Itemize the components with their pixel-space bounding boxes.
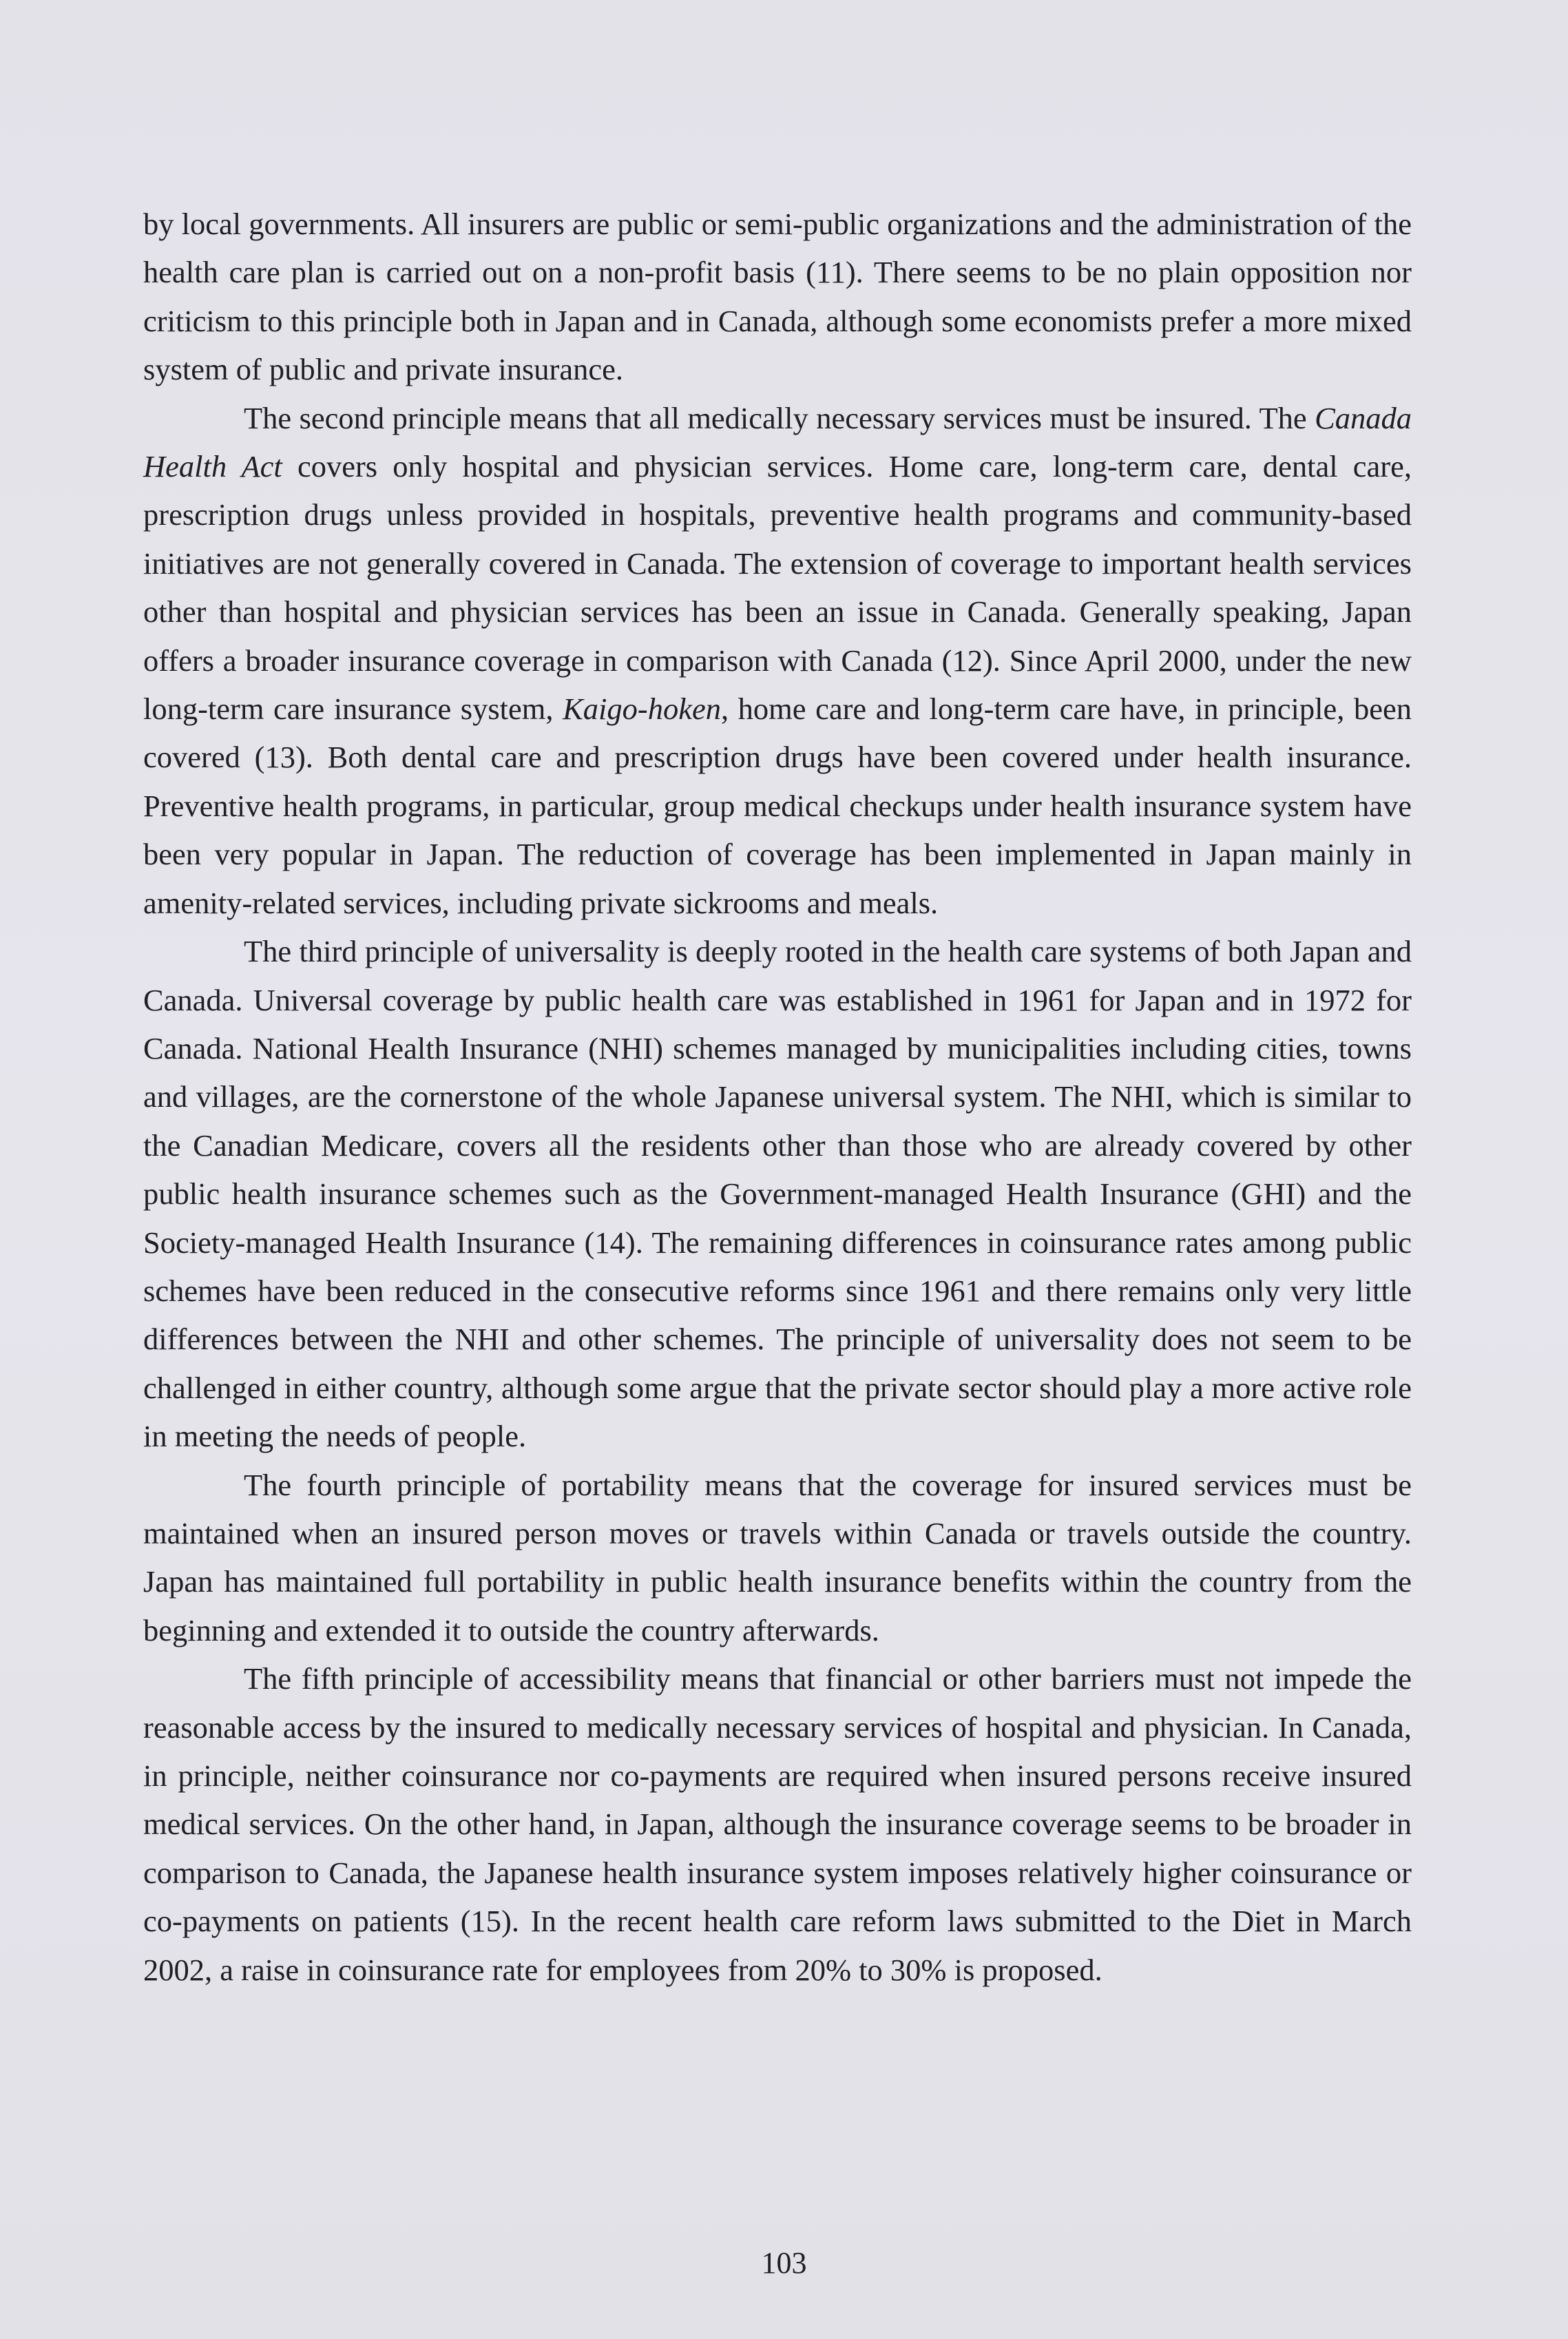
text-run: , home care and long-term care have, in principle, been covered (13). Both dental care and prescription drugs have been covered under health insurance. Preventive health programs, in particular, group medical checkups under health insurance system have been very popular in Japan. The reduction of coverage has been implemented in Japan mainly in amenity-related services, including private sickrooms and meals. [143,692,1412,920]
italic-text: Canada Health Act [143,400,1412,484]
text-run: The second principle means that all medically necessary services must be insured. The [244,400,1315,435]
paragraph-4 [143,1461,1412,1655]
paragraph-2 [143,394,1412,927]
text-run: covers only hospital and physician services. Home care, long-term care, dental care, prescription drugs unless provided in hospitals, preventive health programs and community-based initiatives are not generally covered in Canada. The extension of coverage to important health services other than hospital and physician services has been an issue in Canada. Generally speaking, Japan offers a broader insurance coverage in comparison with Canada (12). Since April 2000, under the new long-term care insurance system, [143,449,1412,727]
body-text [143,200,1412,1994]
italic-text: Kaigo-hoken [563,692,721,727]
paragraph-1 [143,200,1412,394]
text-run: The third principle of universality is deeply rooted in the health care systems of both Japan and Canada. Universal coverage by public health care was established in 1961 for Japan and in 1972 for Canada. National Health Insurance (NHI) schemes managed by municipalities including cities, towns and villages, are the cornerstone of the whole Japanese universal system. The NHI, which is similar to the Canadian Medicare, covers all the residents other than those who are already covered by other public health insurance schemes such as the Government-managed Health Insurance (GHI) and the Society-managed Health Insurance (14). The remaining differences in coinsurance rates among public schemes have been reduced in the consecutive reforms since 1961 and there remains only very little differences between the NHI and other schemes. The principle of universality does not seem to be challenged in either country, although some argue that the private sector should play a more active role in meeting the needs of people. [143,934,1412,1454]
text-run: by local governments. All insurers are public or semi-public organizations and the administration of the health care plan is carried out on a non-profit basis (11). There seems to be no plain opposition nor criticism to this principle both in Japan and in Canada, although some economists prefer a more mixed system of public and private insurance. [143,207,1412,387]
text-run: The fourth principle of portability means that the coverage for insured services must be maintained when an insured person moves or travels within Canada or travels outside the country. Japan has maintained full portability in public health insurance benefits within the country from the beginning and extended it to outside the country afterwards. [143,1467,1412,1647]
text-run: The fifth principle of accessibility means that financial or other barriers must not impede the reasonable access by the insured to medically necessary services of hospital and physician. In Canada, in principle, neither coinsurance nor co-payments are required when insured persons receive insured medical services. On the other hand, in Japan, although the insurance coverage seems to be broader in comparison to Canada, the Japanese health insurance system imposes relatively higher coinsurance or co-payments on patients (15). In the recent health care reform laws submitted to the Diet in March 2002, a raise in coinsurance rate for employees from 20% to 30% is proposed. [143,1661,1412,1987]
page-number: 103 [761,2246,807,2280]
paragraph-3 [143,927,1412,1460]
paragraph-5 [143,1654,1412,1994]
